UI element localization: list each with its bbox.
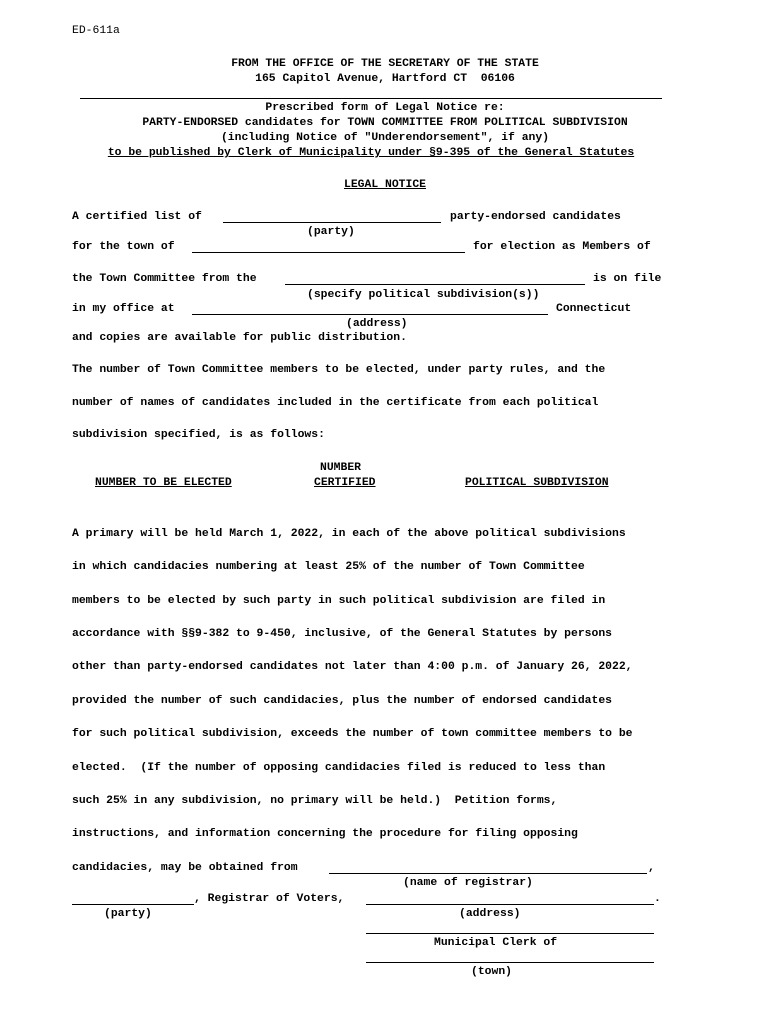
certified-l4-pre: in my office at xyxy=(72,303,175,315)
certified-l1-post: party-endorsed candidates xyxy=(450,211,621,223)
registrar-address-blank-line[interactable] xyxy=(366,904,654,905)
party-caption: (party) xyxy=(307,226,355,238)
registrar-party-blank-line[interactable] xyxy=(72,904,194,905)
obtain-period: . xyxy=(654,893,661,905)
col-number-top: NUMBER xyxy=(320,462,362,474)
primary-para-line-1: A primary will be held March 1, 2022, in each of the above political subdivisions xyxy=(72,528,626,540)
registrar-name-blank-line[interactable] xyxy=(329,873,647,874)
town-signature-line[interactable] xyxy=(366,962,654,963)
address-blank-line[interactable] xyxy=(192,314,548,315)
certified-l3-pre: the Town Committee from the xyxy=(72,273,257,285)
primary-para-line-8: elected. (If the number of opposing candidacies filed is reduced to less than xyxy=(72,762,606,774)
address-caption: (address) xyxy=(346,318,408,330)
primary-para-line-4: accordance with §§9-382 to 9-450, inclusive, of the General Statutes by persons xyxy=(72,628,613,640)
primary-para-line-9: such 25% in any subdivision, no primary will be held.) Petition forms, xyxy=(72,795,558,807)
certified-l4-post: Connecticut xyxy=(556,303,632,315)
number-para-line-1: The number of Town Committee members to be elected, under party rules, and the xyxy=(72,364,606,376)
primary-para-line-6: provided the number of such candidacies, plus the number of endorsed candidates xyxy=(72,695,613,707)
primary-para-line-7: for such political subdivision, exceeds the number of town committee members to be xyxy=(72,728,633,740)
header-rule xyxy=(80,98,662,99)
certified-l2-post: for election as Members of xyxy=(473,241,651,253)
office-address: 165 Capitol Avenue, Hartford CT 06106 xyxy=(255,73,515,85)
primary-para-line-5: other than party-endorsed candidates not later than 4:00 p.m. of January 26, 2022, xyxy=(72,661,633,673)
prescribed-line-2: PARTY-ENDORSED candidates for TOWN COMMITTEE FROM POLITICAL SUBDIVISION xyxy=(142,117,628,129)
prescribed-line-1: Prescribed form of Legal Notice re: xyxy=(265,102,505,114)
registrar-address-caption: (address) xyxy=(459,908,521,920)
prescribed-line-3: (including Notice of "Underendorsement", if any) xyxy=(220,132,550,144)
certified-l3-post: is on file xyxy=(593,273,662,285)
subdivision-caption: (specify political subdivision(s)) xyxy=(307,289,540,301)
registrar-party-caption: (party) xyxy=(104,908,152,920)
form-id: ED-611a xyxy=(72,25,120,37)
col-number-to-be-elected: NUMBER TO BE ELECTED xyxy=(95,477,232,489)
prescribed-line-4: to be published by Clerk of Municipality under §9-395 of the General Statutes xyxy=(107,147,635,159)
subdivision-blank-line[interactable] xyxy=(285,284,585,285)
number-para-line-2: number of names of candidates included in the certificate from each political xyxy=(72,397,599,409)
col-political-subdivision: POLITICAL SUBDIVISION xyxy=(465,477,609,489)
primary-para-line-10: instructions, and information concerning the procedure for filing opposing xyxy=(72,828,578,840)
primary-para-line-2: in which candidacies numbering at least 25% of the number of Town Committee xyxy=(72,561,585,573)
clerk-signature-line[interactable] xyxy=(366,933,654,934)
primary-para-line-3: members to be elected by such party in such political subdivision are filed in xyxy=(72,595,606,607)
obtain-pre: candidacies, may be obtained from xyxy=(72,862,298,874)
registrar-of-voters-label: , Registrar of Voters, xyxy=(194,893,345,905)
number-para-line-3: subdivision specified, is as follows: xyxy=(72,429,325,441)
certified-l1-pre: A certified list of xyxy=(72,211,202,223)
party-blank-line[interactable] xyxy=(223,222,441,223)
office-heading: FROM THE OFFICE OF THE SECRETARY OF THE STATE xyxy=(231,58,539,70)
certified-l2-pre: for the town of xyxy=(72,241,175,253)
certified-l5: and copies are available for public distribution. xyxy=(72,332,407,344)
town-caption: (town) xyxy=(471,966,513,978)
obtain-comma: , xyxy=(648,862,655,874)
town-blank-line[interactable] xyxy=(192,252,465,253)
registrar-name-caption: (name of registrar) xyxy=(403,877,533,889)
municipal-clerk-label: Municipal Clerk of xyxy=(434,937,558,949)
legal-notice-title: LEGAL NOTICE xyxy=(343,179,427,191)
col-number-certified: CERTIFIED xyxy=(314,477,376,489)
